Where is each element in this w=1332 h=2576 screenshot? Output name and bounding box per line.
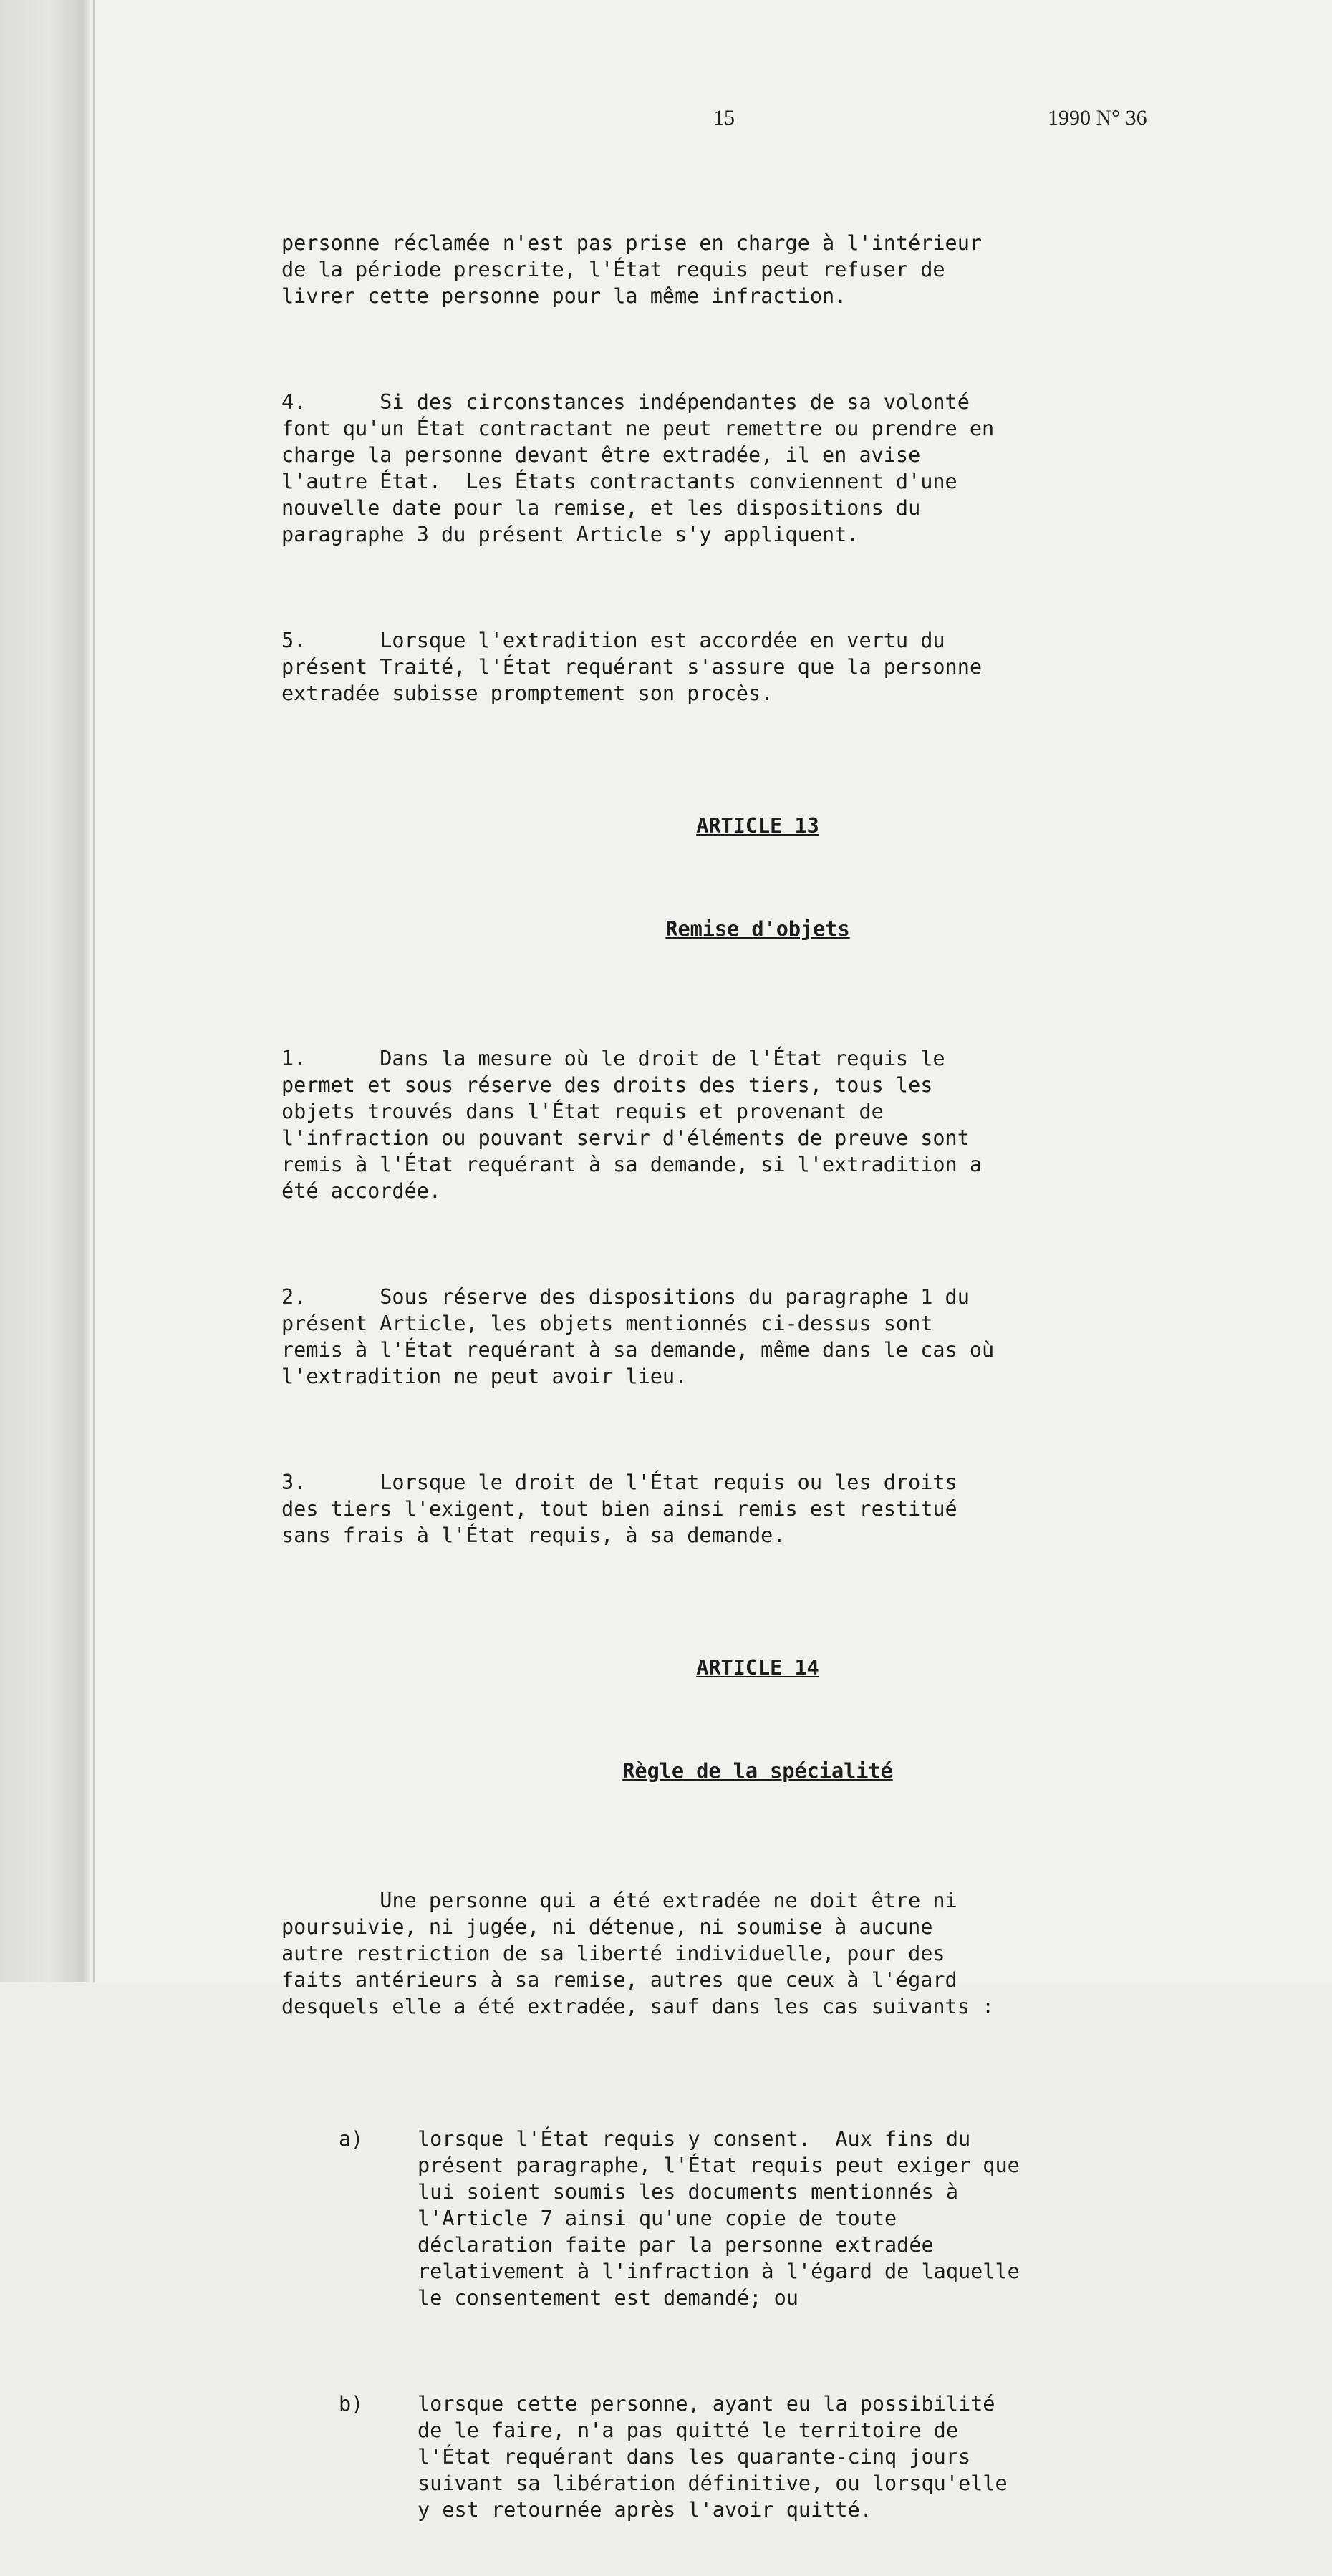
article-13-subheading: Remise d'objets: [665, 917, 850, 941]
article-14-intro: Une personne qui a été extradée ne doit être ni poursuivie, ni jugée, ni détenue, ni soumise à aucune autre restriction de sa liberté individuelle, pour des faits antérieurs à sa remise, autres que ceux à l'égard desquels elle a été extradée, sauf dans les cas suivants :: [281, 1889, 995, 2018]
list-text-b: lorsque cette personne, ayant eu la possibilité de le faire, n'a pas quitté le territoire de l'État requérant dans les quarante-cinq jours suivant sa libération définitive, ou lorsqu'elle y est retournée après l'avoir quitté.: [418, 2392, 1008, 2522]
article-14-heading: ARTICLE 14: [696, 1656, 819, 1680]
list-text-a: lorsque l'État requis y consent. Aux fins du présent paragraphe, l'État requis peut exiger que lui soient soumis les documents mentionnés à l'Article 7 ainsi qu'une copie de toute déclaration faite par la personne extradée relativement à l'infraction à l'égard de laquelle le consentement est demandé; ou: [418, 2127, 1020, 2310]
article-13-paragraph-3: 3. Lorsque le droit de l'État requis ou les droits des tiers l'exigent, tout bien ainsi remis est restitué sans frais à l'État requis, à sa demande.: [281, 1471, 957, 1547]
article-13-paragraph-2: 2. Sous réserve des dispositions du paragraphe 1 du présent Article, les objets mentionnés ci-dessus sont remis à l'État requérant à sa demande, même dans le cas où l'extradition ne peut avoir lieu.: [281, 1285, 995, 1388]
article-13-heading: ARTICLE 13: [696, 814, 819, 838]
list-marker-b: b): [339, 2392, 364, 2416]
paragraph-4: 4. Si des circonstances indépendantes de sa volonté font qu'un État contractant ne peut remettre ou prendre en charge la personne devant être extradée, il en avise l'autre État. Les États contractants conviennent d'une nouvelle date pour la remise, et les dispositions du paragraphe 3 du présent Article s'y appliquent.: [281, 390, 995, 546]
document-reference: 1990 N° 36: [1048, 106, 1147, 130]
paragraph-5: 5. Lorsque l'extradition est accordée en vertu du présent Traité, l'État requérant s'assure que la personne extradée subisse promptement son procès.: [281, 629, 983, 705]
list-item-a: [281, 2126, 1191, 2311]
article-14-subheading: Règle de la spécialité: [622, 1759, 893, 1783]
article-13-paragraph-1: 1. Dans la mesure où le droit de l'État requis le permet et sous réserve des droits des tiers, tous les objets trouvés dans l'État requis et provenant de l'infraction ou pouvant servir d'éléments de preuve sont remis à l'État requérant à sa demande, si l'extradition a été accordée.: [281, 1047, 983, 1203]
document-body: [281, 177, 1191, 2576]
list-marker-a: a): [339, 2127, 364, 2151]
list-item-b: [281, 2391, 1191, 2523]
binding-gutter: [0, 0, 90, 1982]
page-number: 15: [713, 106, 735, 130]
paragraph-continuation: personne réclamée n'est pas prise en charge à l'intérieur de la période prescrite, l'État requis peut refuser de livrer cette personne pour la même infraction.: [281, 231, 983, 308]
